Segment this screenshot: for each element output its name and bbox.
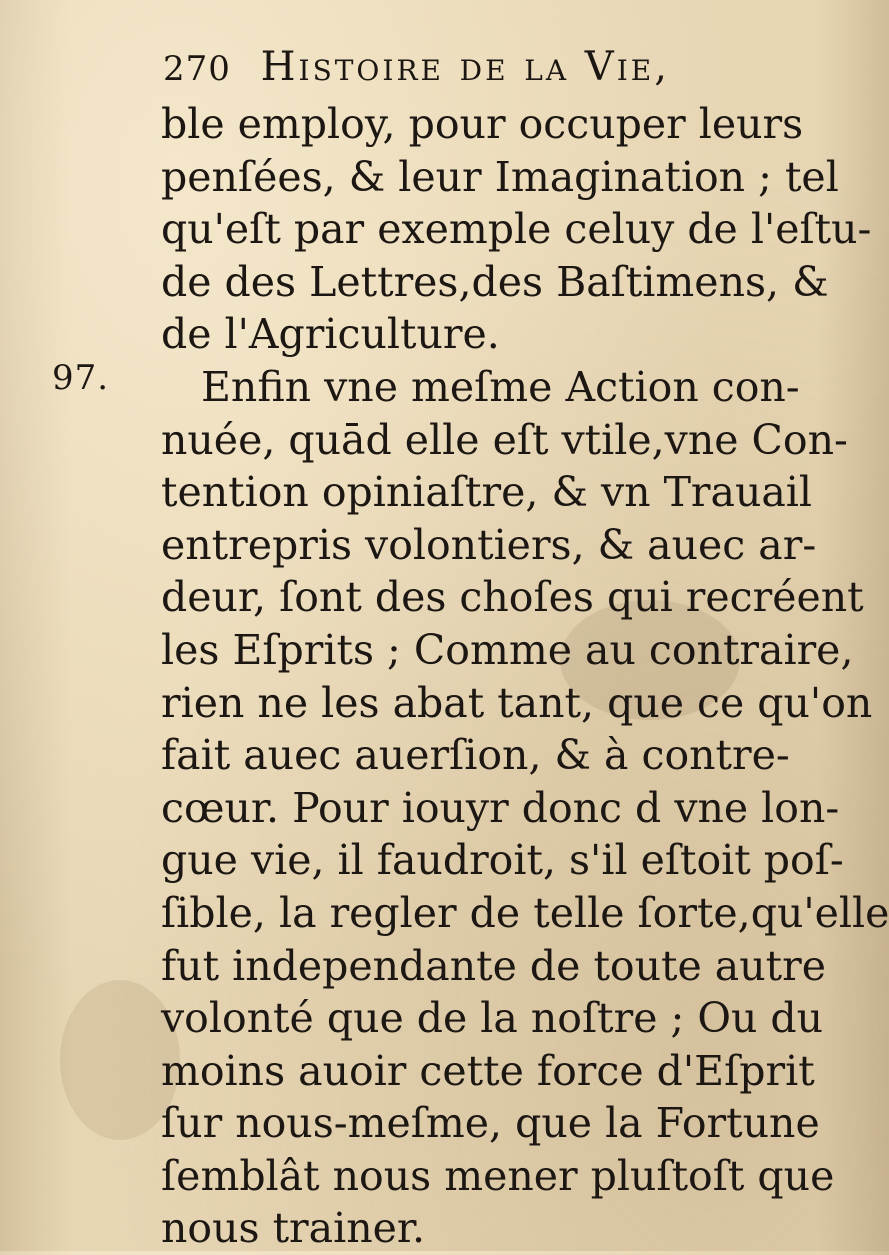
text-line: qu'eſt par exemple celuy de l'eſtu- <box>161 205 872 254</box>
text-line: de l'Agriculture. <box>161 310 500 359</box>
text-line: moins auoir cette force d'Eſprit <box>161 1046 815 1095</box>
text-line: ſemblât nous mener pluſtoſt que <box>161 1151 835 1200</box>
text-line: Enfin vne meſme Action con- <box>201 362 800 411</box>
text-line: nous trainer. <box>161 1204 425 1253</box>
body-text <box>161 98 889 1255</box>
text-line: tention opiniaſtre, & vn Trauail <box>161 468 813 517</box>
text-line: fut independante de toute autre <box>161 941 826 990</box>
text-line: les Eſprits ; Comme au contraire, <box>161 625 854 674</box>
margin-paragraph-number: 97. <box>52 358 110 398</box>
text-line: entrepris volontiers, & auec ar- <box>161 520 817 569</box>
running-head <box>163 44 743 90</box>
text-line: volonté que de la noſtre ; Ou du <box>161 994 824 1043</box>
text-line: ſible, la regler de telle ſorte,qu'elle <box>161 888 889 937</box>
text-line: ble employ, pour occuper leurs <box>161 100 804 148</box>
text-line: deur, ſont des choſes qui recréent <box>161 573 864 622</box>
text-line: gue vie, il faudroit, s'il eſtoit poſ- <box>161 836 844 885</box>
text-line: de des Lettres,des Baſtimens, & <box>161 257 829 306</box>
running-title: Histoire de la Vie, <box>260 44 670 90</box>
text-line: nuée, quād elle eſt vtile,vne Con- <box>161 415 848 464</box>
text-line: ſur nous-meſme, que la Fortune <box>161 1099 820 1148</box>
text-line: rien ne les abat tant, que ce qu'on <box>161 678 873 727</box>
page-number: 270 <box>163 49 231 89</box>
text-line: cœur. Pour iouyr donc d vne lon- <box>161 783 840 832</box>
text-line: fait auec auerſion, & à contre- <box>161 731 790 780</box>
text-line: penſées, & leur Imagination ; tel <box>161 152 839 201</box>
